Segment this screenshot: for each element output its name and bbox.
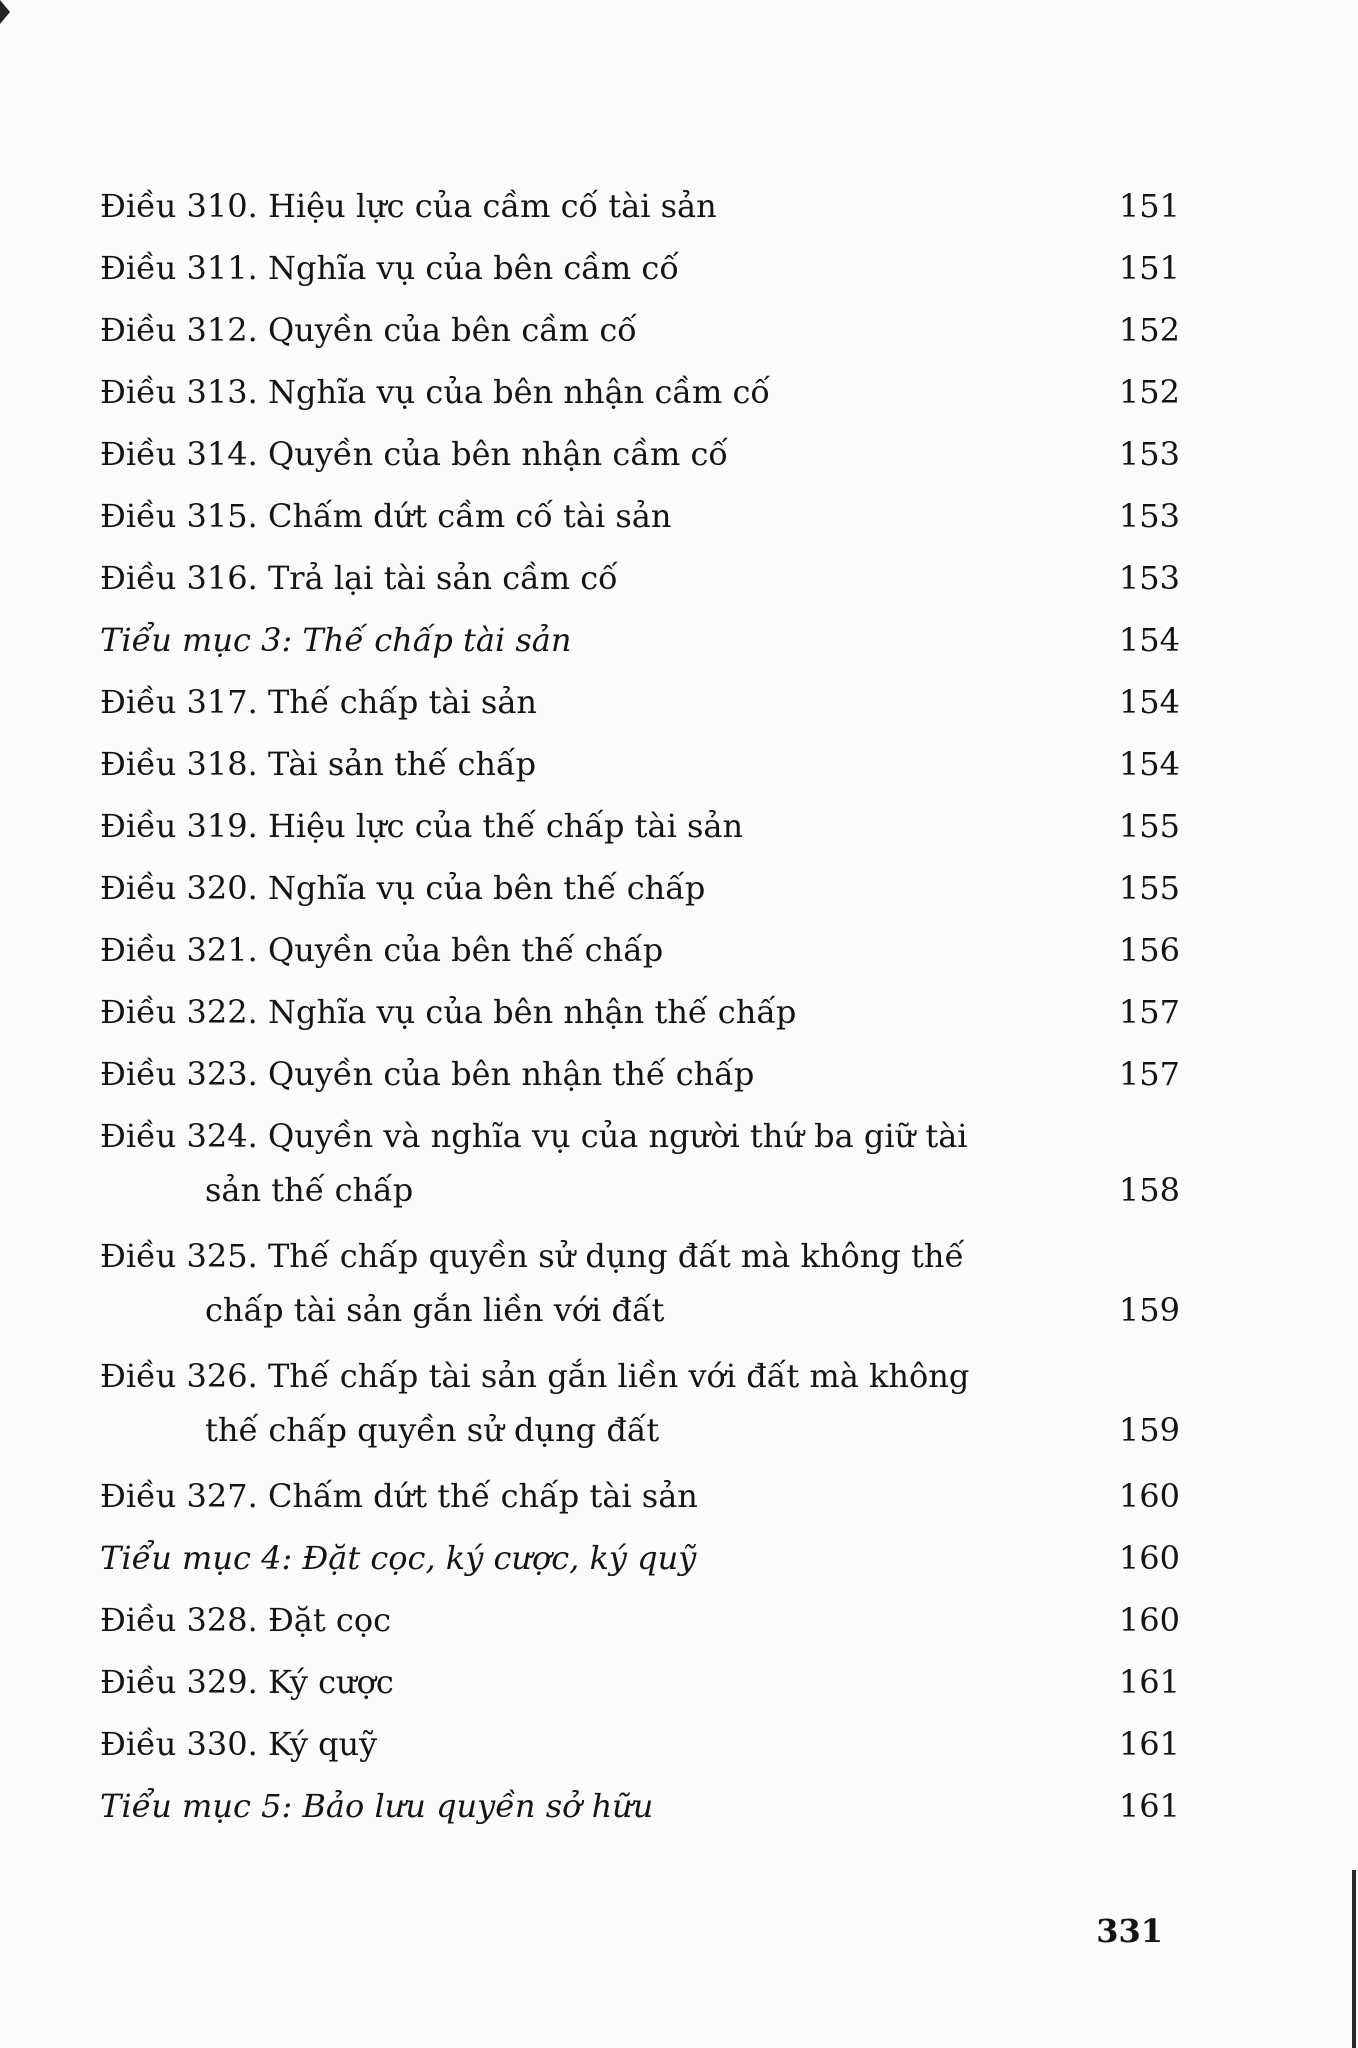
toc-entry-label (100, 1109, 1060, 1217)
toc-entry-label: Điều 329. Ký cược (100, 1663, 394, 1701)
toc-entry-page: 159 (1118, 1291, 1180, 1329)
toc-entry-label: Điều 322. Nghĩa vụ của bên nhận thế chấp (100, 993, 797, 1031)
toc-entry (100, 1651, 1180, 1713)
page-edge-line (1352, 1870, 1356, 2048)
toc-subsection-heading (100, 609, 1180, 671)
toc-entry-label: Điều 310. Hiệu lực của cầm cố tài sản (100, 187, 717, 225)
toc-entry-label-line1: Điều 324. Quyền và nghĩa vụ của người thứ ba giữ tài (100, 1117, 968, 1155)
toc-entry (100, 1713, 1180, 1775)
toc-entry-label-line2: thế chấp quyền sử dụng đất (205, 1411, 660, 1449)
toc-entry-page: 158 (1118, 1171, 1180, 1209)
toc-entry-label (100, 1349, 1060, 1457)
toc-entry-page: 161 (1118, 1787, 1180, 1825)
toc-entry (100, 795, 1180, 857)
toc-entry-page: 153 (1118, 559, 1180, 597)
toc-entry (100, 671, 1180, 733)
toc-entry-page: 161 (1118, 1725, 1180, 1763)
toc-entry-label: Điều 316. Trả lại tài sản cầm cố (100, 559, 618, 597)
toc-entry-page: 151 (1118, 249, 1180, 287)
toc-entry-page: 155 (1118, 807, 1180, 845)
toc-entry-label: Điều 315. Chấm dứt cầm cố tài sản (100, 497, 672, 535)
toc-entry-label: Điều 311. Nghĩa vụ của bên cầm cố (100, 249, 679, 287)
toc-entry-label: Điều 312. Quyền của bên cầm cố (100, 311, 637, 349)
toc-entry (100, 299, 1180, 361)
toc-entry-page: 153 (1118, 497, 1180, 535)
toc-entry-label: Điều 330. Ký quỹ (100, 1725, 378, 1763)
toc-entry (100, 1589, 1180, 1651)
toc-entry (100, 361, 1180, 423)
toc-entry (100, 1043, 1180, 1105)
toc-entry-page: 160 (1118, 1539, 1180, 1577)
toc-entry-page: 152 (1118, 311, 1180, 349)
toc-entry-label: Điều 320. Nghĩa vụ của bên thế chấp (100, 869, 706, 907)
toc-subsection-label: Tiểu mục 5: Bảo lưu quyền sở hữu (100, 1787, 654, 1825)
page-edge-mark (0, 0, 10, 24)
toc-entry (100, 547, 1180, 609)
toc-entry-page: 161 (1118, 1663, 1180, 1701)
toc-entry (100, 1465, 1180, 1527)
toc-entry-label-line1: Điều 326. Thế chấp tài sản gắn liền với đất mà không (100, 1357, 970, 1395)
toc-entry (100, 919, 1180, 981)
table-of-contents (100, 175, 1180, 1837)
toc-entry-page: 160 (1118, 1601, 1180, 1639)
toc-entry-label: Điều 314. Quyền của bên nhận cầm cố (100, 435, 728, 473)
toc-entry (100, 423, 1180, 485)
toc-entry-page: 154 (1118, 683, 1180, 721)
toc-entry-label-line1: Điều 325. Thế chấp quyền sử dụng đất mà không thế (100, 1237, 965, 1275)
toc-entry (100, 981, 1180, 1043)
toc-entry-page: 160 (1118, 1477, 1180, 1515)
toc-entry-multiline (100, 1229, 1180, 1345)
toc-entry-page: 159 (1118, 1411, 1180, 1449)
toc-entry-page: 151 (1118, 187, 1180, 225)
toc-entry-label-line2: sản thế chấp (205, 1171, 414, 1209)
toc-entry-label: Điều 318. Tài sản thế chấp (100, 745, 537, 783)
toc-entry-page: 153 (1118, 435, 1180, 473)
toc-entry-page: 157 (1118, 1055, 1180, 1093)
toc-entry-page: 156 (1118, 931, 1180, 969)
toc-entry-label: Điều 327. Chấm dứt thế chấp tài sản (100, 1477, 698, 1515)
toc-subsection-label: Tiểu mục 4: Đặt cọc, ký cược, ký quỹ (100, 1539, 697, 1577)
toc-entry-label: Điều 313. Nghĩa vụ của bên nhận cầm cố (100, 373, 770, 411)
toc-entry (100, 237, 1180, 299)
toc-entry-label: Điều 321. Quyền của bên thế chấp (100, 931, 664, 969)
toc-entry-page: 152 (1118, 373, 1180, 411)
page-number: 331 (1096, 1912, 1163, 1950)
toc-entry-page: 154 (1118, 745, 1180, 783)
toc-entry-label: Điều 323. Quyền của bên nhận thế chấp (100, 1055, 755, 1093)
toc-entry-page: 155 (1118, 869, 1180, 907)
toc-entry-page: 154 (1118, 621, 1180, 659)
toc-entry (100, 857, 1180, 919)
toc-entry-multiline (100, 1109, 1180, 1225)
toc-entry-multiline (100, 1349, 1180, 1465)
toc-subsection-label: Tiểu mục 3: Thế chấp tài sản (100, 621, 572, 659)
toc-entry-label: Điều 328. Đặt cọc (100, 1601, 391, 1639)
toc-subsection-heading (100, 1527, 1180, 1589)
toc-entry-label: Điều 319. Hiệu lực của thế chấp tài sản (100, 807, 744, 845)
toc-subsection-heading (100, 1775, 1180, 1837)
toc-entry-label-line2: chấp tài sản gắn liền với đất (205, 1291, 665, 1329)
toc-entry-label: Điều 317. Thế chấp tài sản (100, 683, 538, 721)
toc-entry (100, 175, 1180, 237)
toc-entry-page: 157 (1118, 993, 1180, 1031)
toc-entry (100, 733, 1180, 795)
toc-entry (100, 485, 1180, 547)
toc-entry-label (100, 1229, 1060, 1337)
